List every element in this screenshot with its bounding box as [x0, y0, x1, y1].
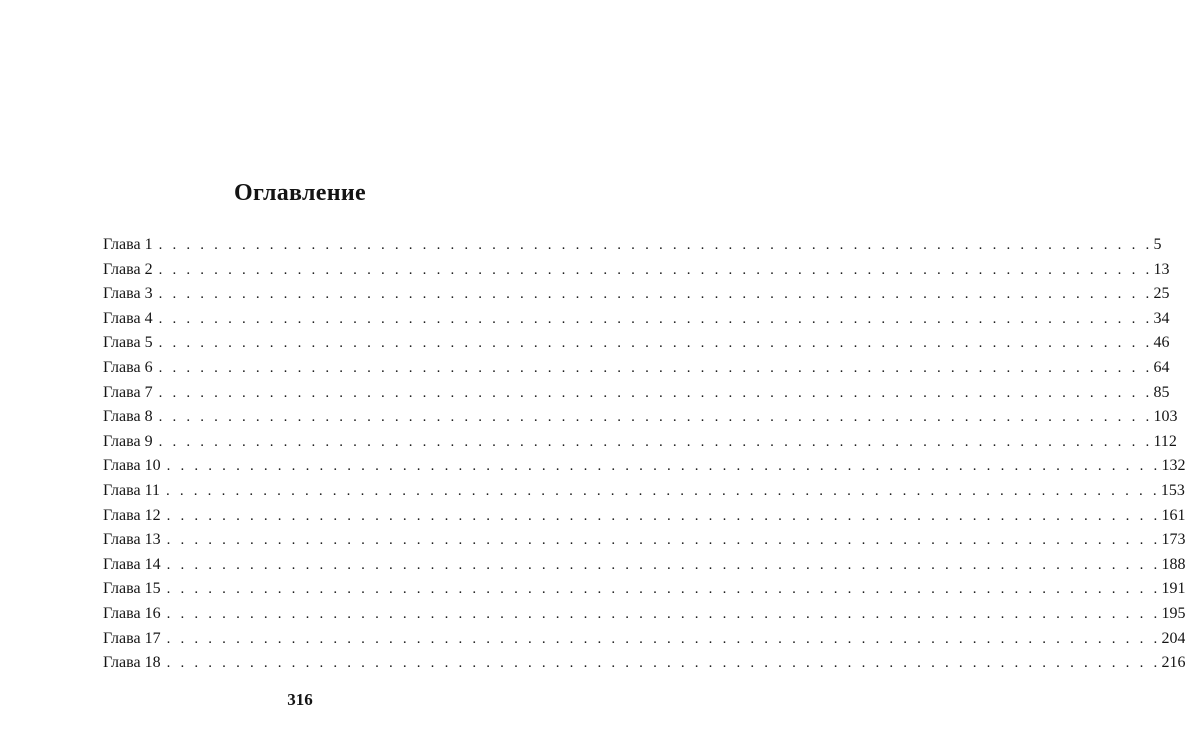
- toc-entry-chapter: Глава 17: [103, 629, 161, 647]
- toc-entry-page: 13: [1153, 260, 1170, 278]
- toc-title: Оглавление: [234, 180, 366, 206]
- toc-entry-page: 25: [1153, 285, 1170, 303]
- toc-entry-chapter: Глава 6: [103, 358, 153, 376]
- toc-entry: [103, 282, 1170, 307]
- toc-dot-leader: . . . . . . . . . . . . . . . . . . . . . . . . . . . . . . . . . . . . . . . . . . . . . . . . . . . . . . . . . . . . . . . . . . . . . . . .: [165, 482, 1160, 499]
- toc-entry: [103, 381, 1170, 406]
- toc-entry: [103, 651, 1185, 676]
- toc-entry: [103, 602, 1185, 627]
- toc-entry-chapter: Глава 12: [103, 506, 161, 524]
- toc-entry: [103, 356, 1170, 381]
- toc-entry-chapter: Глава 18: [103, 654, 161, 672]
- toc-entry-page: 195: [1161, 604, 1185, 622]
- toc-entry-page: 153: [1160, 481, 1185, 499]
- toc-entry-chapter: Глава 16: [103, 604, 161, 622]
- toc-dot-leader: . . . . . . . . . . . . . . . . . . . . . . . . . . . . . . . . . . . . . . . . . . . . . . . . . . . . . . . . . . . . . . . . . . . . . . . .: [166, 581, 1161, 598]
- toc-dot-leader: . . . . . . . . . . . . . . . . . . . . . . . . . . . . . . . . . . . . . . . . . . . . . . . . . . . . . . . . . . . . . . . . . . . . . . . .: [158, 335, 1153, 352]
- toc-entry-chapter: Глава 14: [103, 555, 161, 573]
- toc-dot-leader: . . . . . . . . . . . . . . . . . . . . . . . . . . . . . . . . . . . . . . . . . . . . . . . . . . . . . . . . . . . . . . . . . . . . . . . .: [166, 532, 1161, 549]
- toc-entry-page: 161: [1161, 506, 1185, 524]
- toc-dot-leader: . . . . . . . . . . . . . . . . . . . . . . . . . . . . . . . . . . . . . . . . . . . . . . . . . . . . . . . . . . . . . . . . . . . . . . . .: [166, 458, 1161, 475]
- toc-dot-leader: . . . . . . . . . . . . . . . . . . . . . . . . . . . . . . . . . . . . . . . . . . . . . . . . . . . . . . . . . . . . . . . . . . . . . . . .: [158, 261, 1153, 278]
- toc-dot-leader: . . . . . . . . . . . . . . . . . . . . . . . . . . . . . . . . . . . . . . . . . . . . . . . . . . . . . . . . . . . . . . . . . . . . . . . .: [158, 310, 1153, 327]
- toc-entry-chapter: Глава 11: [103, 481, 160, 499]
- toc-entry: [103, 430, 1177, 455]
- toc-entry-page: 5: [1153, 236, 1162, 253]
- toc-dot-leader: . . . . . . . . . . . . . . . . . . . . . . . . . . . . . . . . . . . . . . . . . . . . . . . . . . . . . . . . . . . . . . . . . . . . . . . .: [166, 507, 1161, 524]
- toc-dot-leader: . . . . . . . . . . . . . . . . . . . . . . . . . . . . . . . . . . . . . . . . . . . . . . . . . . . . . . . . . . . . . . . . . . . . . . . .: [158, 286, 1153, 303]
- toc-entry: [103, 307, 1170, 332]
- toc-entry-page: 34: [1153, 309, 1170, 327]
- toc-entry-chapter: Глава 1: [103, 236, 153, 253]
- toc-entry-page: 173: [1161, 531, 1185, 549]
- toc-entry-page: 64: [1153, 358, 1170, 376]
- toc-entry-page: 132: [1161, 457, 1185, 475]
- toc-entry: [103, 479, 1185, 504]
- toc-dot-leader: . . . . . . . . . . . . . . . . . . . . . . . . . . . . . . . . . . . . . . . . . . . . . . . . . . . . . . . . . . . . . . . . . . . . . . . .: [166, 605, 1161, 622]
- toc-list: [103, 233, 1185, 676]
- toc-entry-page: 216: [1161, 654, 1185, 672]
- toc-entry-chapter: Глава 9: [103, 432, 153, 450]
- toc-entry-chapter: Глава 15: [103, 580, 161, 598]
- toc-entry: [103, 577, 1185, 602]
- toc-entry-page: 188: [1161, 555, 1185, 573]
- page-number: 316: [287, 690, 313, 709]
- toc-entry-chapter: Глава 10: [103, 457, 161, 475]
- toc-dot-leader: . . . . . . . . . . . . . . . . . . . . . . . . . . . . . . . . . . . . . . . . . . . . . . . . . . . . . . . . . . . . . . . . . . . . . . . .: [166, 630, 1161, 647]
- toc-dot-leader: . . . . . . . . . . . . . . . . . . . . . . . . . . . . . . . . . . . . . . . . . . . . . . . . . . . . . . . . . . . . . . . . . . . . . . . .: [158, 433, 1153, 450]
- toc-dot-leader: . . . . . . . . . . . . . . . . . . . . . . . . . . . . . . . . . . . . . . . . . . . . . . . . . . . . . . . . . . . . . . . . . . . . . . . .: [158, 384, 1153, 401]
- toc-entry-chapter: Глава 4: [103, 309, 153, 327]
- toc-entry: [103, 454, 1185, 479]
- toc-entry: [103, 258, 1170, 283]
- toc-entry-chapter: Глава 7: [103, 383, 153, 401]
- toc-entry-page: 46: [1153, 334, 1170, 352]
- toc-entry-page: 85: [1153, 383, 1170, 401]
- toc-dot-leader: . . . . . . . . . . . . . . . . . . . . . . . . . . . . . . . . . . . . . . . . . . . . . . . . . . . . . . . . . . . . . . . . . . . . . . . .: [166, 556, 1161, 573]
- toc-entry: [103, 504, 1185, 529]
- toc-dot-leader: . . . . . . . . . . . . . . . . . . . . . . . . . . . . . . . . . . . . . . . . . . . . . . . . . . . . . . . . . . . . . . . . . . . . . . . .: [158, 409, 1153, 426]
- toc-entry-page: 191: [1161, 580, 1185, 598]
- toc-dot-leader: . . . . . . . . . . . . . . . . . . . . . . . . . . . . . . . . . . . . . . . . . . . . . . . . . . . . . . . . . . . . . . . . . . . . . . . .: [158, 359, 1153, 376]
- toc-entry-chapter: Глава 8: [103, 408, 153, 426]
- toc-entry-page: 204: [1161, 629, 1185, 647]
- toc-entry-page: 103: [1153, 408, 1178, 426]
- toc-dot-leader: . . . . . . . . . . . . . . . . . . . . . . . . . . . . . . . . . . . . . . . . . . . . . . . . . . . . . . . . . . . . . . . . . . . . . . . .: [158, 237, 1153, 253]
- toc-entry: [103, 405, 1178, 430]
- toc-entry: [103, 627, 1185, 652]
- toc-entry-chapter: Глава 3: [103, 285, 153, 303]
- toc-entry-page: 112: [1153, 432, 1177, 450]
- toc-entry-chapter: Глава 13: [103, 531, 161, 549]
- toc-entry-chapter: Глава 5: [103, 334, 153, 352]
- toc-dot-leader: . . . . . . . . . . . . . . . . . . . . . . . . . . . . . . . . . . . . . . . . . . . . . . . . . . . . . . . . . . . . . . . . . . . . . . . .: [166, 655, 1161, 672]
- toc-entry: [103, 233, 1162, 258]
- toc-entry-chapter: Глава 2: [103, 260, 153, 278]
- toc-entry: [103, 331, 1170, 356]
- toc-entry: [103, 553, 1185, 578]
- toc-entry: [103, 528, 1185, 553]
